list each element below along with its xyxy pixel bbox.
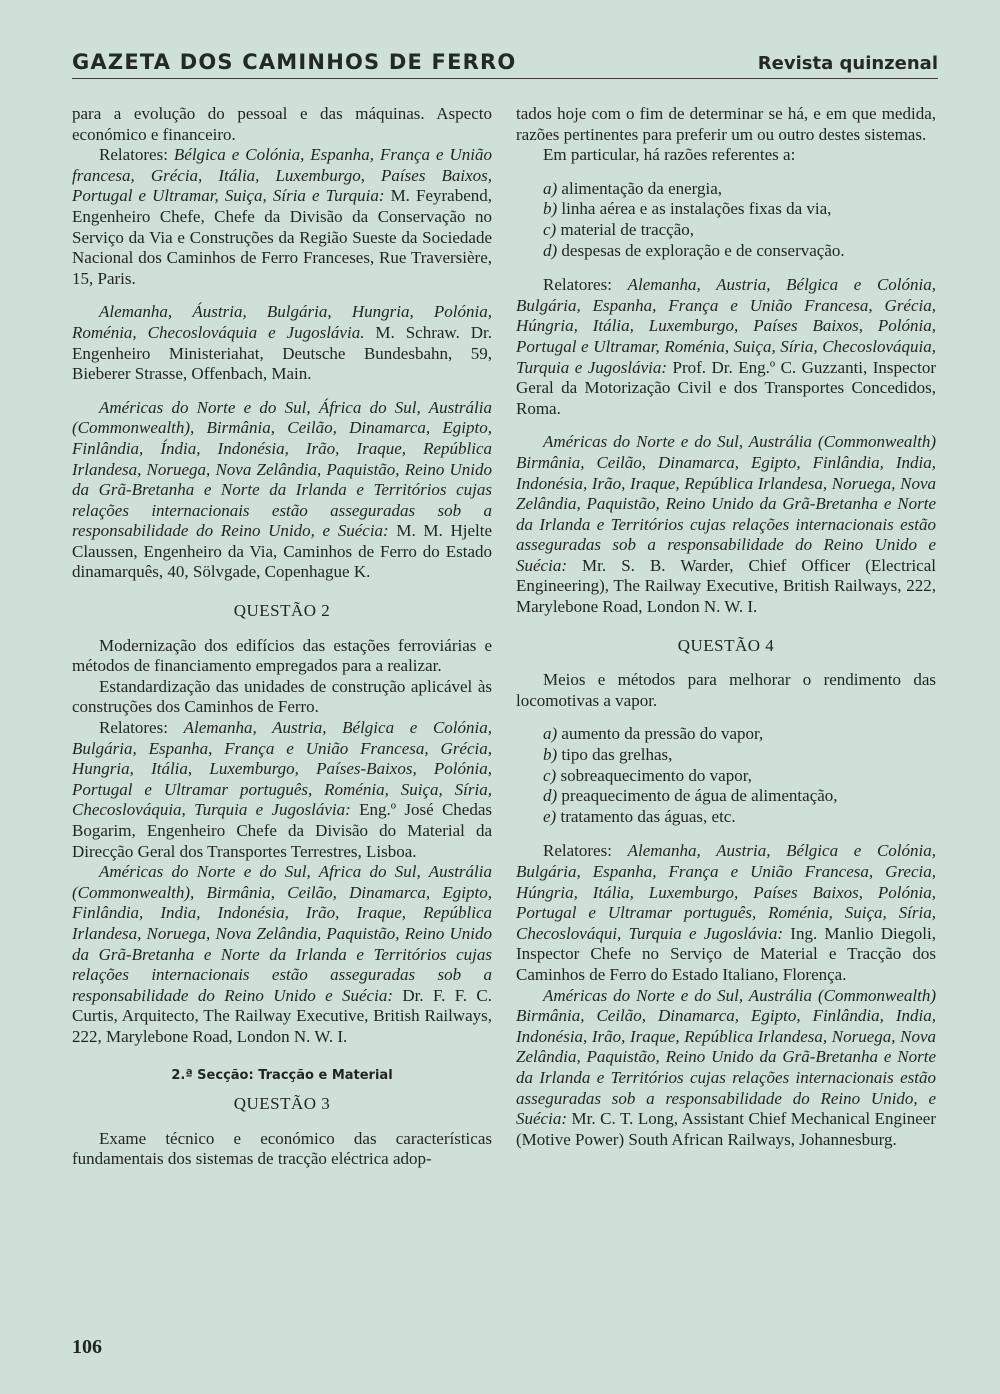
question-4-heading: QUESTÃO 4 bbox=[677, 635, 775, 655]
journal-title: GAZETA DOS CAMINHOS DE FERRO bbox=[72, 50, 517, 74]
countries-list: Alemanha, Austria, Bélgica e Colónia, Bulgária, Espanha, França e União Francesa, Grécia, Húngria, Itália, Luxemburgo, Países Baixos, Polónia, Portugal e Ultramar, Roménia, Suiça, Síria, Checoslováquia, Turquia e Jugoslávia: bbox=[516, 275, 937, 377]
page-number: 106 bbox=[72, 1336, 102, 1358]
item-list bbox=[516, 179, 936, 261]
countries-list: Américas do Norte e do Sul, Africa do Sul, Austrália (Commonwealth), Birmânia, Ceilão, Dinamarca, Egipto, Finlândia, India, Indonésia, Irão, Iraque, República Irlandesa, Noruega, Nova Zelândia, Paquistão, Reino Unido da Grã-Bretanha e Norte da Irlanda e Territórios cujas relações internacionais estão asseguradas sob a responsabilidade do Reino Unido e Suécia: bbox=[72, 862, 492, 1005]
relatores-label: Relatores: bbox=[543, 275, 628, 295]
paragraph bbox=[72, 862, 492, 1047]
right-column bbox=[516, 104, 936, 1150]
rapporteur: M. Schraw. Dr. Engenheiro Ministeriahat, Deutsche Bundesbahn, 59, Bieberer Strasse, Offenbach, Main. bbox=[72, 322, 493, 384]
rapporteur: Prof. Dr. Eng.º C. Guzzanti, Inspector Geral da Motorização Civil e dos Transportes Concedidos, Roma. bbox=[516, 357, 936, 418]
question-3-heading: QUESTÃO 3 bbox=[233, 1094, 331, 1114]
rapporteur: Dr. F. F. C. Curtis, Arquitecto, The Railway Executive, British Railways, 222, Marylebone Road, London N. W. I. bbox=[72, 985, 492, 1046]
paragraph: Estandardização das unidades de construção aplicável às construções dos Caminhos de Ferro. bbox=[72, 676, 492, 717]
list-item: c) sobreaquecimento do vapor, bbox=[543, 765, 752, 785]
paragraph bbox=[72, 302, 492, 384]
item-list bbox=[516, 724, 936, 827]
rapporteur: M. M. Hjelte Claussen, Engenheiro da Via, Caminhos de Ferro do Estado dinamarquês, 40, Sölvgade, Copenhague K. bbox=[72, 521, 492, 582]
relatores-label: Relatores: bbox=[543, 841, 628, 861]
list-item: a) alimentação da energia, bbox=[543, 178, 723, 198]
paragraph: Em particular, há razões referentes a: bbox=[543, 145, 796, 165]
list-item: b) tipo das grelhas, bbox=[543, 745, 673, 765]
rapporteur: Mr. S. B. Warder, Chief Officer (Electrical Engineering), The Railway Executive, British Railways, 222, Marylebone Road, London N. W. I. bbox=[516, 555, 936, 617]
paragraph: Modernização dos edifícios das estações ferroviárias e métodos de financiamento empregados para a realizar. bbox=[72, 635, 492, 676]
paragraph: Meios e métodos para melhorar o rendimento das locomotivas a vapor. bbox=[516, 670, 936, 710]
countries-list: Alemanha, Austria, Bélgica e Colónia, Bulgária, Espanha, França e União Francesa, Grécia, Hungria, Itália, Luxemburgo, Países-Baixos, Polónia, Portugal e Ultramar português, Roménia, Suiça, Síria, Checoslováquia, Turquia e Jugoslávia: bbox=[72, 718, 493, 820]
paragraph: Exame técnico e económico das características fundamentais dos sistemas de tracção eléctrica adop- bbox=[72, 1128, 492, 1169]
paragraph bbox=[72, 718, 492, 862]
countries-list: Bélgica e Colónia, Espanha, França e União francesa, Grécia, Itália, Luxemburgo, Países Baixos, Portugal e Ultramar, Suiça, Síria e Turquia: bbox=[72, 145, 493, 206]
rapporteur: Eng.º José Chedas Bogarim, Engenheiro Chefe da Divisão do Material da Direcção Geral dos Transportes Terrestres, Lisboa. bbox=[72, 800, 493, 861]
left-column bbox=[72, 104, 492, 1170]
rapporteur: M. Feyrabend, Engenheiro Chefe, Chefe da Divisão da Conservação no Serviço da Via e Construções da Região Sueste da Sociedade Nacional dos Caminhos de Ferro Franceses, Rue Traversière, 15, Paris. bbox=[72, 186, 492, 288]
paragraph: tados hoje com o fim de determinar se há, e em que medida, razões pertinentes para preferir um ou outro destes sistemas. bbox=[516, 104, 936, 144]
countries-list: Alemanha, Áustria, Bulgária, Hungria, Polónia, Roménia, Checoslováquia e Jugoslávia. bbox=[72, 302, 492, 342]
rapporteur: Ing. Manlio Diegoli, Inspector Chefe no Serviço de Material e Tracção dos Caminhos de Ferro do Estado Italiano, Florença. bbox=[516, 923, 937, 984]
paragraph bbox=[516, 432, 936, 617]
list-item: b) linha aérea e as instalações fixas da via, bbox=[543, 199, 832, 219]
question-2-heading: QUESTÃO 2 bbox=[233, 601, 331, 621]
list-item: d) despesas de exploração e de conservação. bbox=[543, 240, 845, 260]
list-item: d) preaquecimento de água de alimentação, bbox=[543, 786, 838, 806]
relatores-label: Relatores: bbox=[99, 145, 174, 165]
countries-list: Américas do Norte e do Sul, Austrália (Commonwealth) Birmânia, Ceilão, Dinamarca, Egipto, Finlândia, India, Indonésia, Irão, Iraque, República Irlandesa, Noruega, Nova Zelândia, Paquistão, Reino Unido da Grã-Bretanha e Norte da Irlanda e Territórios cujas relações internacionais estão asseguradas sob a responsabilidade do Reino Unido, e Suécia: bbox=[516, 985, 936, 1129]
countries-list: Américas do Norte e do Sul, Austrália (Commonwealth) Birmânia, Ceilão, Dinamarca, Egipto, Finlândia, India, Indonésia, Irão, Iraque, República Irlandesa, Noruega, Nova Zelândia, Paquistão, Reino Unido da Grã-Bretanha e Norte da Irlanda e Territórios cujas relações internacionais estão asseguradas sob a responsabilidade do Reino Unido e Suécia: bbox=[516, 432, 936, 575]
paragraph bbox=[516, 841, 936, 985]
rapporteur: Mr. C. T. Long, Assistant Chief Mechanical Engineer (Motive Power) South African Railways, Johannesburg. bbox=[516, 1109, 936, 1149]
list-item: c) material de tracção, bbox=[543, 219, 695, 239]
journal-subtitle: Revista quinzenal bbox=[757, 53, 938, 74]
relatores-label: Relatores: bbox=[99, 718, 184, 738]
running-header bbox=[72, 38, 938, 79]
paragraph bbox=[72, 145, 492, 289]
paragraph bbox=[516, 275, 936, 419]
paragraph bbox=[72, 398, 492, 583]
countries-list: Alemanha, Austria, Bélgica e Colónia, Bulgária, Espanha, França e União Francesa, Grecia, Húngria, Itália, Luxemburgo, Países Baixos, Polónia, Portugal e Ultramar português, Roménia, Suiça, Síria, Checoslováqui, Turquia e Jugoslávia: bbox=[516, 841, 937, 943]
list-item: a) aumento da pressão do vapor, bbox=[543, 724, 764, 744]
paragraph: para a evolução do pessoal e das máquinas. Aspecto económico e financeiro. bbox=[72, 104, 492, 144]
paragraph bbox=[516, 986, 936, 1151]
list-item: e) tratamento das águas, etc. bbox=[543, 806, 736, 826]
countries-list: Américas do Norte e do Sul, África do Sul, Austrália (Commonwealth), Birmânia, Ceilão, Dinamarca, Egipto, Finlândia, Índia, Indonésia, Irão, Iraque, República Irlandesa, Noruega, Nova Zelândia, Paquistão, Reino Unido da Grã-Bretanha e Norte da Irlanda e Territórios cujas relações internacionais estão asseguradas sob a responsabilidade do Reino Unido, e Suécia: bbox=[72, 397, 492, 541]
section-heading: 2.ª Secção: Tracção e Material bbox=[171, 1067, 393, 1083]
